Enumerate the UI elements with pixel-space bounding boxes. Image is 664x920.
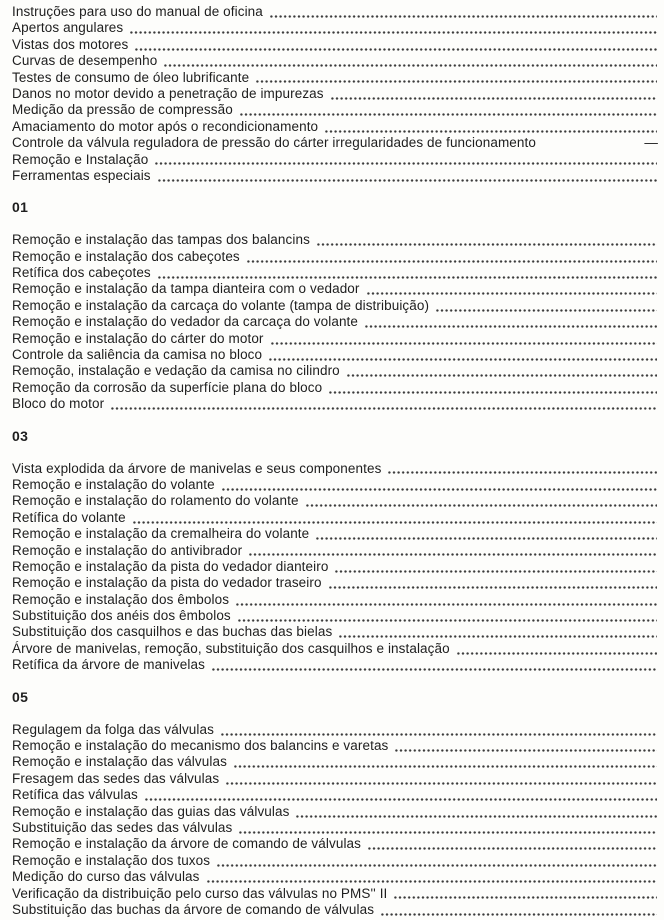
dot-leader xyxy=(207,880,658,883)
dot-leader xyxy=(335,570,657,573)
toc-entry-label: Remoção e Instalação xyxy=(12,151,149,167)
toc-entry-label: Remoção e instalação das tampas dos balancins xyxy=(12,232,310,248)
dot-leader xyxy=(457,652,657,655)
toc-entry xyxy=(12,119,658,135)
dot-leader xyxy=(271,342,657,345)
dot-leader xyxy=(222,488,657,491)
toc-entry-label: Controle da válvula reguladora de pressão do cárter irregularidades de funcionamento xyxy=(12,135,536,151)
toc-entry xyxy=(12,820,658,836)
toc-entry xyxy=(12,754,658,770)
toc-entry-label: Curvas de desempenho xyxy=(12,53,158,69)
dot-leader xyxy=(331,97,657,100)
toc-entry-label: Amaciamento do motor após o recondicionamento xyxy=(12,118,319,134)
toc-section-01 xyxy=(12,199,658,412)
toc-entry xyxy=(12,477,658,493)
toc-entry-label: Remoção e instalação da cremalheira do volante xyxy=(12,526,310,542)
toc-entry xyxy=(12,37,658,53)
toc-entry xyxy=(12,543,658,559)
toc-entry xyxy=(12,152,658,168)
toc-entry-label: Remoção e instalação da carcaça do volante (tampa de distribuição) xyxy=(12,297,430,313)
toc-entry-label: Remoção e instalação dos êmbolos xyxy=(12,591,230,607)
dot-leader xyxy=(226,782,657,785)
dot-leader xyxy=(394,896,657,899)
toc-entry xyxy=(12,657,658,673)
toc-entry-label: Medição do curso das válvulas xyxy=(12,869,200,885)
toc-entry-label: Remoção e instalação dos cabeçotes xyxy=(12,248,240,264)
toc-entry-label: Vista explodida da árvore de manivelas e seus componentes xyxy=(12,460,382,476)
dash-suffix: — xyxy=(644,135,658,151)
toc-entry xyxy=(12,135,658,151)
toc-entry-label: Remoção e instalação da pista do vedador dianteiro xyxy=(12,558,329,574)
dot-leader xyxy=(270,15,657,18)
toc-entry-label: Substituição das buchas da árvore de comando de válvulas xyxy=(12,901,375,917)
dot-leader xyxy=(256,80,657,83)
dot-leader xyxy=(240,113,657,116)
toc-entry-label: Retífica da árvore de manivelas xyxy=(12,657,205,673)
dot-leader xyxy=(395,749,657,752)
toc-entry-label: Fresagem das sedes das válvulas xyxy=(12,770,220,786)
toc-entry-label: Instruções para uso do manual de oficina xyxy=(12,3,263,19)
toc-sections xyxy=(12,4,658,918)
dot-leader xyxy=(317,243,657,246)
toc-entry-label: Apertos angulares xyxy=(12,20,124,36)
dot-leader xyxy=(155,162,657,165)
dot-leader xyxy=(329,586,657,589)
toc-entry xyxy=(12,314,658,330)
toc-entry xyxy=(12,53,658,69)
dot-leader xyxy=(234,765,657,768)
toc-entry-label: Retífica das válvulas xyxy=(12,787,138,803)
toc-entry-label: Árvore de manivelas, remoção, substituição dos casquilhos e instalação xyxy=(12,640,450,656)
dot-leader xyxy=(367,292,658,295)
section-heading: 03 xyxy=(12,427,29,444)
toc-entry xyxy=(12,102,658,118)
toc-section-intro xyxy=(12,4,658,184)
dot-leader xyxy=(296,815,657,818)
toc-entry xyxy=(12,347,658,363)
dot-leader xyxy=(388,471,657,474)
dot-leader xyxy=(325,130,657,133)
toc-entry-label: Danos no motor devido a penetração de impurezas xyxy=(12,85,324,101)
toc-entry xyxy=(12,232,658,248)
toc-entry xyxy=(12,526,658,542)
toc-entry xyxy=(12,20,658,36)
toc-entry xyxy=(12,281,658,297)
dot-leader xyxy=(236,603,657,606)
toc-entry xyxy=(12,886,658,902)
toc-entry xyxy=(12,86,658,102)
toc-entry xyxy=(12,298,658,314)
toc-entry-label: Testes de consumo de óleo lubrificante xyxy=(12,69,250,85)
dot-leader xyxy=(249,553,657,556)
section-heading: 01 xyxy=(12,199,29,216)
toc-entry xyxy=(12,363,658,379)
toc-entry-label: Retífica do volante xyxy=(12,509,126,525)
toc-entry-label: Remoção e instalação das guias das válvulas xyxy=(12,803,290,819)
toc-entry xyxy=(12,396,658,412)
dot-leader xyxy=(306,504,657,507)
dot-leader xyxy=(269,358,657,361)
toc-section-05 xyxy=(12,689,658,919)
dot-leader xyxy=(221,733,657,736)
toc-entry xyxy=(12,331,658,347)
dot-leader xyxy=(158,179,657,182)
toc-entry xyxy=(12,265,658,281)
toc-entry xyxy=(12,836,658,852)
toc-entry xyxy=(12,804,658,820)
dot-leader xyxy=(339,635,657,638)
dot-leader xyxy=(368,847,657,850)
toc-entry-label: Remoção e instalação da tampa dianteira com o vedador xyxy=(12,281,360,297)
toc-entry xyxy=(12,738,658,754)
toc-entry-label: Remoção e instalação do volante xyxy=(12,476,215,492)
toc-entry-label: Retífica dos cabeçotes xyxy=(12,265,151,281)
toc-entry-label: Bloco do motor xyxy=(12,396,105,412)
toc-entry xyxy=(12,493,658,509)
toc-entry-label: Medição da pressão de compressão xyxy=(12,102,233,118)
dot-leader xyxy=(164,64,657,67)
toc-entry xyxy=(12,625,658,641)
toc-entry xyxy=(12,575,658,591)
toc-entry-label: Remoção e instalação das válvulas xyxy=(12,754,227,770)
dot-leader xyxy=(111,407,657,410)
toc-entry-label: Remoção e instalação do mecanismo dos balancins e varetas xyxy=(12,738,389,754)
toc-entry-label: Substituição das sedes das válvulas xyxy=(12,820,233,835)
toc-entry-label: Verificação da distribuição pelo curso das válvulas no PMS'' II xyxy=(12,885,388,901)
toc-entry-label: Remoção e instalação dos tuxos xyxy=(12,852,211,868)
toc-entry xyxy=(12,869,658,885)
toc-entry xyxy=(12,70,658,86)
toc-entry xyxy=(12,641,658,657)
dot-leader xyxy=(133,521,657,524)
dot-leader xyxy=(217,864,657,867)
toc-entry xyxy=(12,902,658,918)
dot-leader xyxy=(365,325,657,328)
section-heading: 05 xyxy=(12,688,29,705)
dot-leader xyxy=(238,619,657,622)
toc-entry xyxy=(12,608,658,624)
dot-leader xyxy=(316,537,657,540)
toc-section-03 xyxy=(12,428,658,674)
toc-entry xyxy=(12,4,658,20)
toc-entry xyxy=(12,559,658,575)
dot-leader xyxy=(158,276,657,279)
toc-entry-label: Remoção, instalação e vedação da camisa no cilindro xyxy=(12,363,340,379)
toc-entry xyxy=(12,787,658,803)
dot-leader xyxy=(347,374,657,377)
toc-entry xyxy=(12,853,658,869)
toc-entry-label: Remoção e instalação do vedador da carcaça do volante xyxy=(12,314,359,330)
dot-leader xyxy=(329,391,657,394)
dot-leader xyxy=(145,798,657,801)
dot-leader xyxy=(212,668,657,671)
toc-entry xyxy=(12,249,658,265)
toc-entry-label: Remoção e instalação da pista do vedador traseiro xyxy=(12,575,322,591)
toc-entry xyxy=(12,380,658,396)
toc-entry xyxy=(12,168,658,184)
toc-entry-label: Ferramentas especiais xyxy=(12,167,151,183)
dot-leader xyxy=(135,48,657,51)
toc-entry xyxy=(12,461,658,477)
dot-leader xyxy=(247,260,657,263)
toc-entry-label: Remoção e instalação do cárter do motor xyxy=(12,330,264,346)
toc-entry-label: Controle da saliência da camisa no bloco xyxy=(12,347,263,363)
dot-leader xyxy=(436,309,657,312)
toc-entry-label: Substituição dos anéis dos êmbolos xyxy=(12,608,231,624)
toc-entry xyxy=(12,510,658,526)
toc-entry-label: Remoção e instalação da árvore de comando de válvulas xyxy=(12,836,362,852)
toc-entry-label: Remoção e instalação do antivibrador xyxy=(12,542,243,558)
toc-entry xyxy=(12,592,658,608)
toc-entry-label: Remoção e instalação do rolamento do volante xyxy=(12,493,299,509)
toc-entry-label: Substituição dos casquilhos e das buchas das bielas xyxy=(12,624,333,640)
dot-leader xyxy=(130,31,657,34)
dot-leader xyxy=(239,831,657,834)
toc-entry-label: Vistas dos motores xyxy=(12,36,129,52)
dot-leader xyxy=(381,913,657,916)
toc-entry xyxy=(12,722,658,738)
toc-entry-label: Regulagem da folga das válvulas xyxy=(12,721,214,737)
toc-entry-label: Remoção da corrosão da superfície plana do bloco xyxy=(12,379,323,395)
toc-entry xyxy=(12,771,658,787)
